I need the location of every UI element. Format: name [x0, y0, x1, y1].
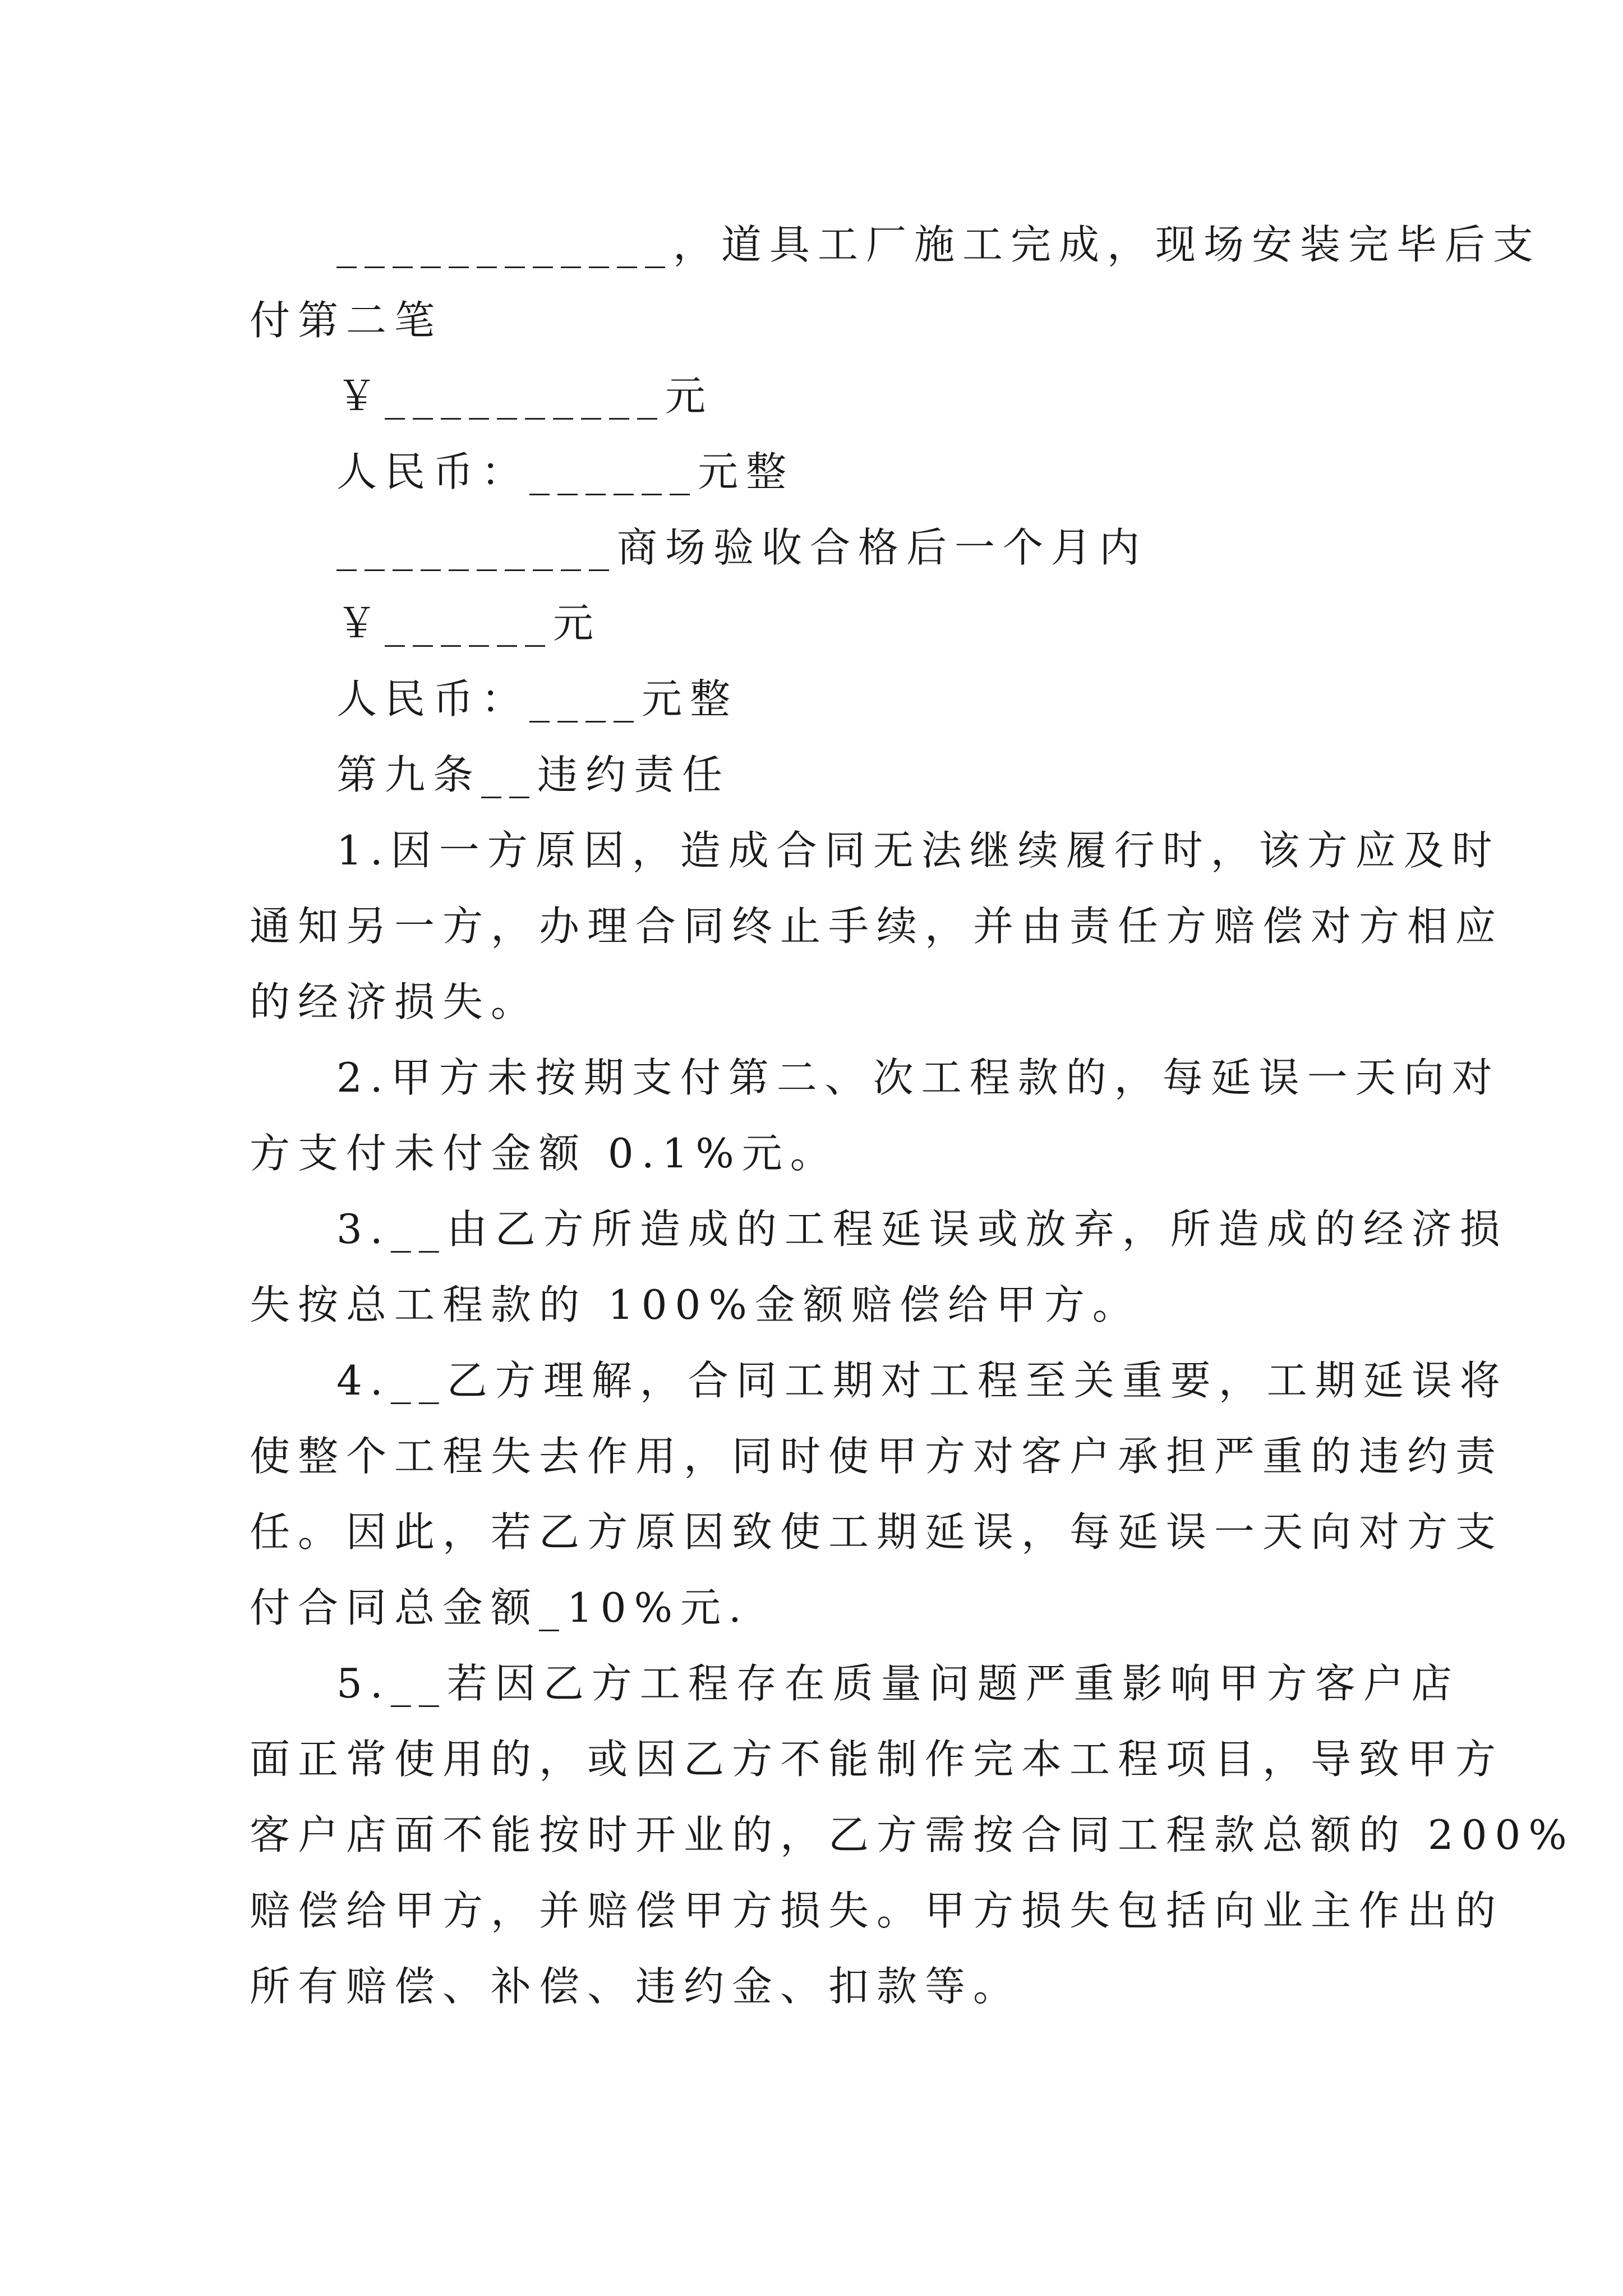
- section-heading: 第九条__违约责任: [336, 751, 731, 798]
- text-line: 付合同总金额_10%元.: [250, 1584, 749, 1631]
- text-line: 任。因此，若乙方原因致使工期延误，每延误一天向对方支: [250, 1508, 1504, 1556]
- text-line: 3.__由乙方所造成的工程延误或放弃，所造成的经济损: [336, 1205, 1508, 1253]
- text-line: 客户店面不能按时开业的，乙方需按合同工程款总额的 200%: [250, 1811, 1575, 1858]
- text-line: ￥__________元: [336, 372, 713, 420]
- text-line: 2.甲方未按期支付第二、次工程款的，每延误一天向对: [336, 1054, 1500, 1101]
- text-line: 1.因一方原因，造成合同无法继续履行时，该方应及时: [336, 827, 1500, 874]
- text-line: __________商场验收合格后一个月内: [336, 524, 1148, 571]
- text-line: 付第二笔: [250, 297, 443, 344]
- text-line: ____________，道具工厂施工完成，现场安装完毕后支: [336, 221, 1542, 268]
- text-line: 人民币：______元整: [336, 448, 795, 495]
- text-line: 所有赔偿、补偿、违约金、扣款等。: [250, 1963, 1022, 2010]
- text-line: 面正常使用的，或因乙方不能制作完本工程项目，导致甲方: [250, 1736, 1504, 1783]
- text-line: 赔偿给甲方，并赔偿甲方损失。甲方损失包括向业主作出的: [250, 1887, 1504, 1934]
- text-line: 的经济损失。: [250, 978, 540, 1025]
- text-line: 4.__乙方理解，合同工期对工程至关重要，工期延误将: [336, 1357, 1508, 1404]
- text-line: 人民币：____元整: [336, 675, 739, 723]
- text-line: 方支付未付金额 0.1%元。: [250, 1130, 838, 1177]
- text-line: 使整个工程失去作用，同时使甲方对客户承担严重的违约责: [250, 1433, 1504, 1480]
- text-line: ￥______元: [336, 600, 602, 647]
- text-line: 通知另一方，办理合同终止手续，并由责任方赔偿对方相应: [250, 903, 1504, 950]
- text-line: 5.__若因乙方工程存在质量问题严重影响甲方客户店: [336, 1660, 1460, 1707]
- text-line: 失按总工程款的 100%金额赔偿给甲方。: [250, 1281, 1141, 1328]
